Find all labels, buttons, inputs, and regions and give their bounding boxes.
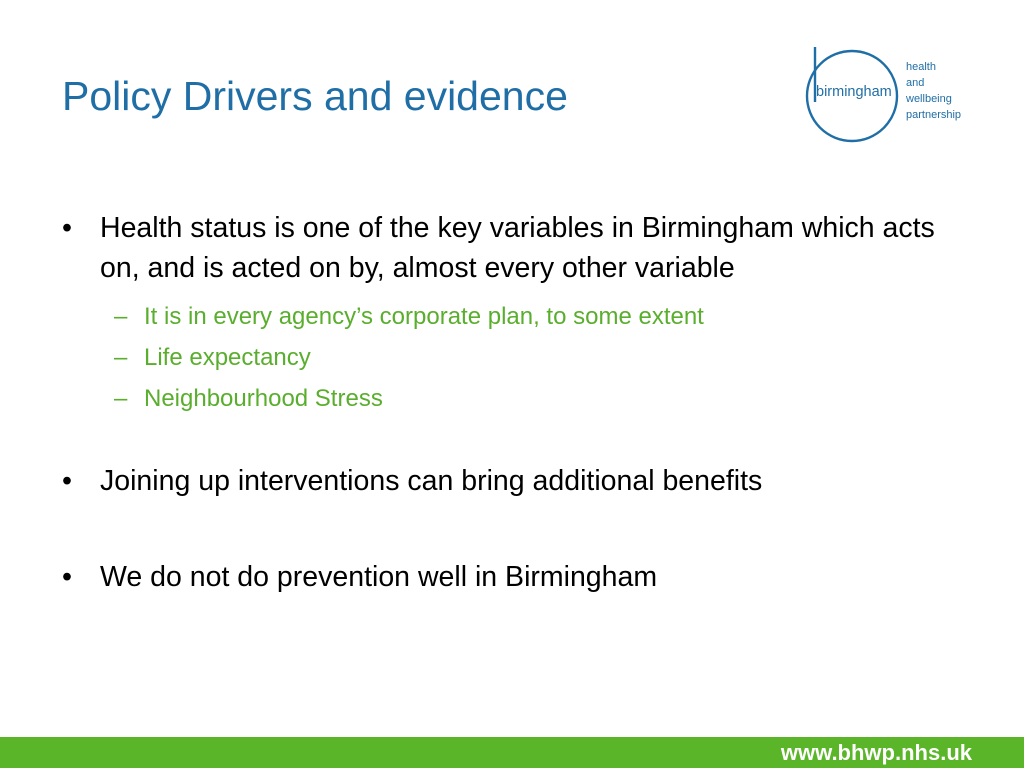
bullet-glyph: • <box>62 465 72 497</box>
sub-bullet-text: Life expectancy <box>144 344 311 371</box>
logo-tagline-line: wellbeing <box>906 93 952 105</box>
bullet-item <box>62 461 962 501</box>
footer-bar <box>0 737 1024 768</box>
sub-bullet-item <box>62 296 962 337</box>
bullet-item <box>62 557 962 597</box>
sub-bullet-glyph: – <box>114 344 128 371</box>
sub-bullet-glyph: – <box>114 385 128 412</box>
sub-bullet-text: It is in every agency’s corporate plan, to some extent <box>144 303 704 330</box>
sub-bullet-item <box>62 378 962 419</box>
bullet-text: Joining up interventions can bring additional benefits <box>100 465 763 497</box>
sub-bullet-list <box>62 296 962 419</box>
logo-tagline-line: and <box>906 77 925 89</box>
logo-wordmark: birmingham <box>816 84 892 100</box>
bullet-glyph: • <box>62 212 72 244</box>
bullet-item <box>62 208 962 288</box>
slide-body <box>62 208 962 597</box>
sub-bullet-glyph: – <box>114 303 128 330</box>
logo-tagline-line: health <box>906 61 936 73</box>
logo-tagline-line: partnership <box>906 109 962 121</box>
sub-bullet-item <box>62 337 962 378</box>
sub-bullet-text: Neighbourhood Stress <box>144 385 383 412</box>
logo-tagline <box>906 59 961 123</box>
bullet-text: Health status is one of the key variables in Birmingham which acts on, and is acted on by, almost every other variable <box>100 212 935 284</box>
partnership-logo <box>800 44 980 144</box>
footer-url-link[interactable]: www.bhwp.nhs.uk <box>780 740 972 765</box>
bullet-text: We do not do prevention well in Birmingham <box>100 561 658 593</box>
bullet-glyph: • <box>62 561 72 593</box>
slide-title: Policy Drivers and evidence <box>62 73 568 119</box>
